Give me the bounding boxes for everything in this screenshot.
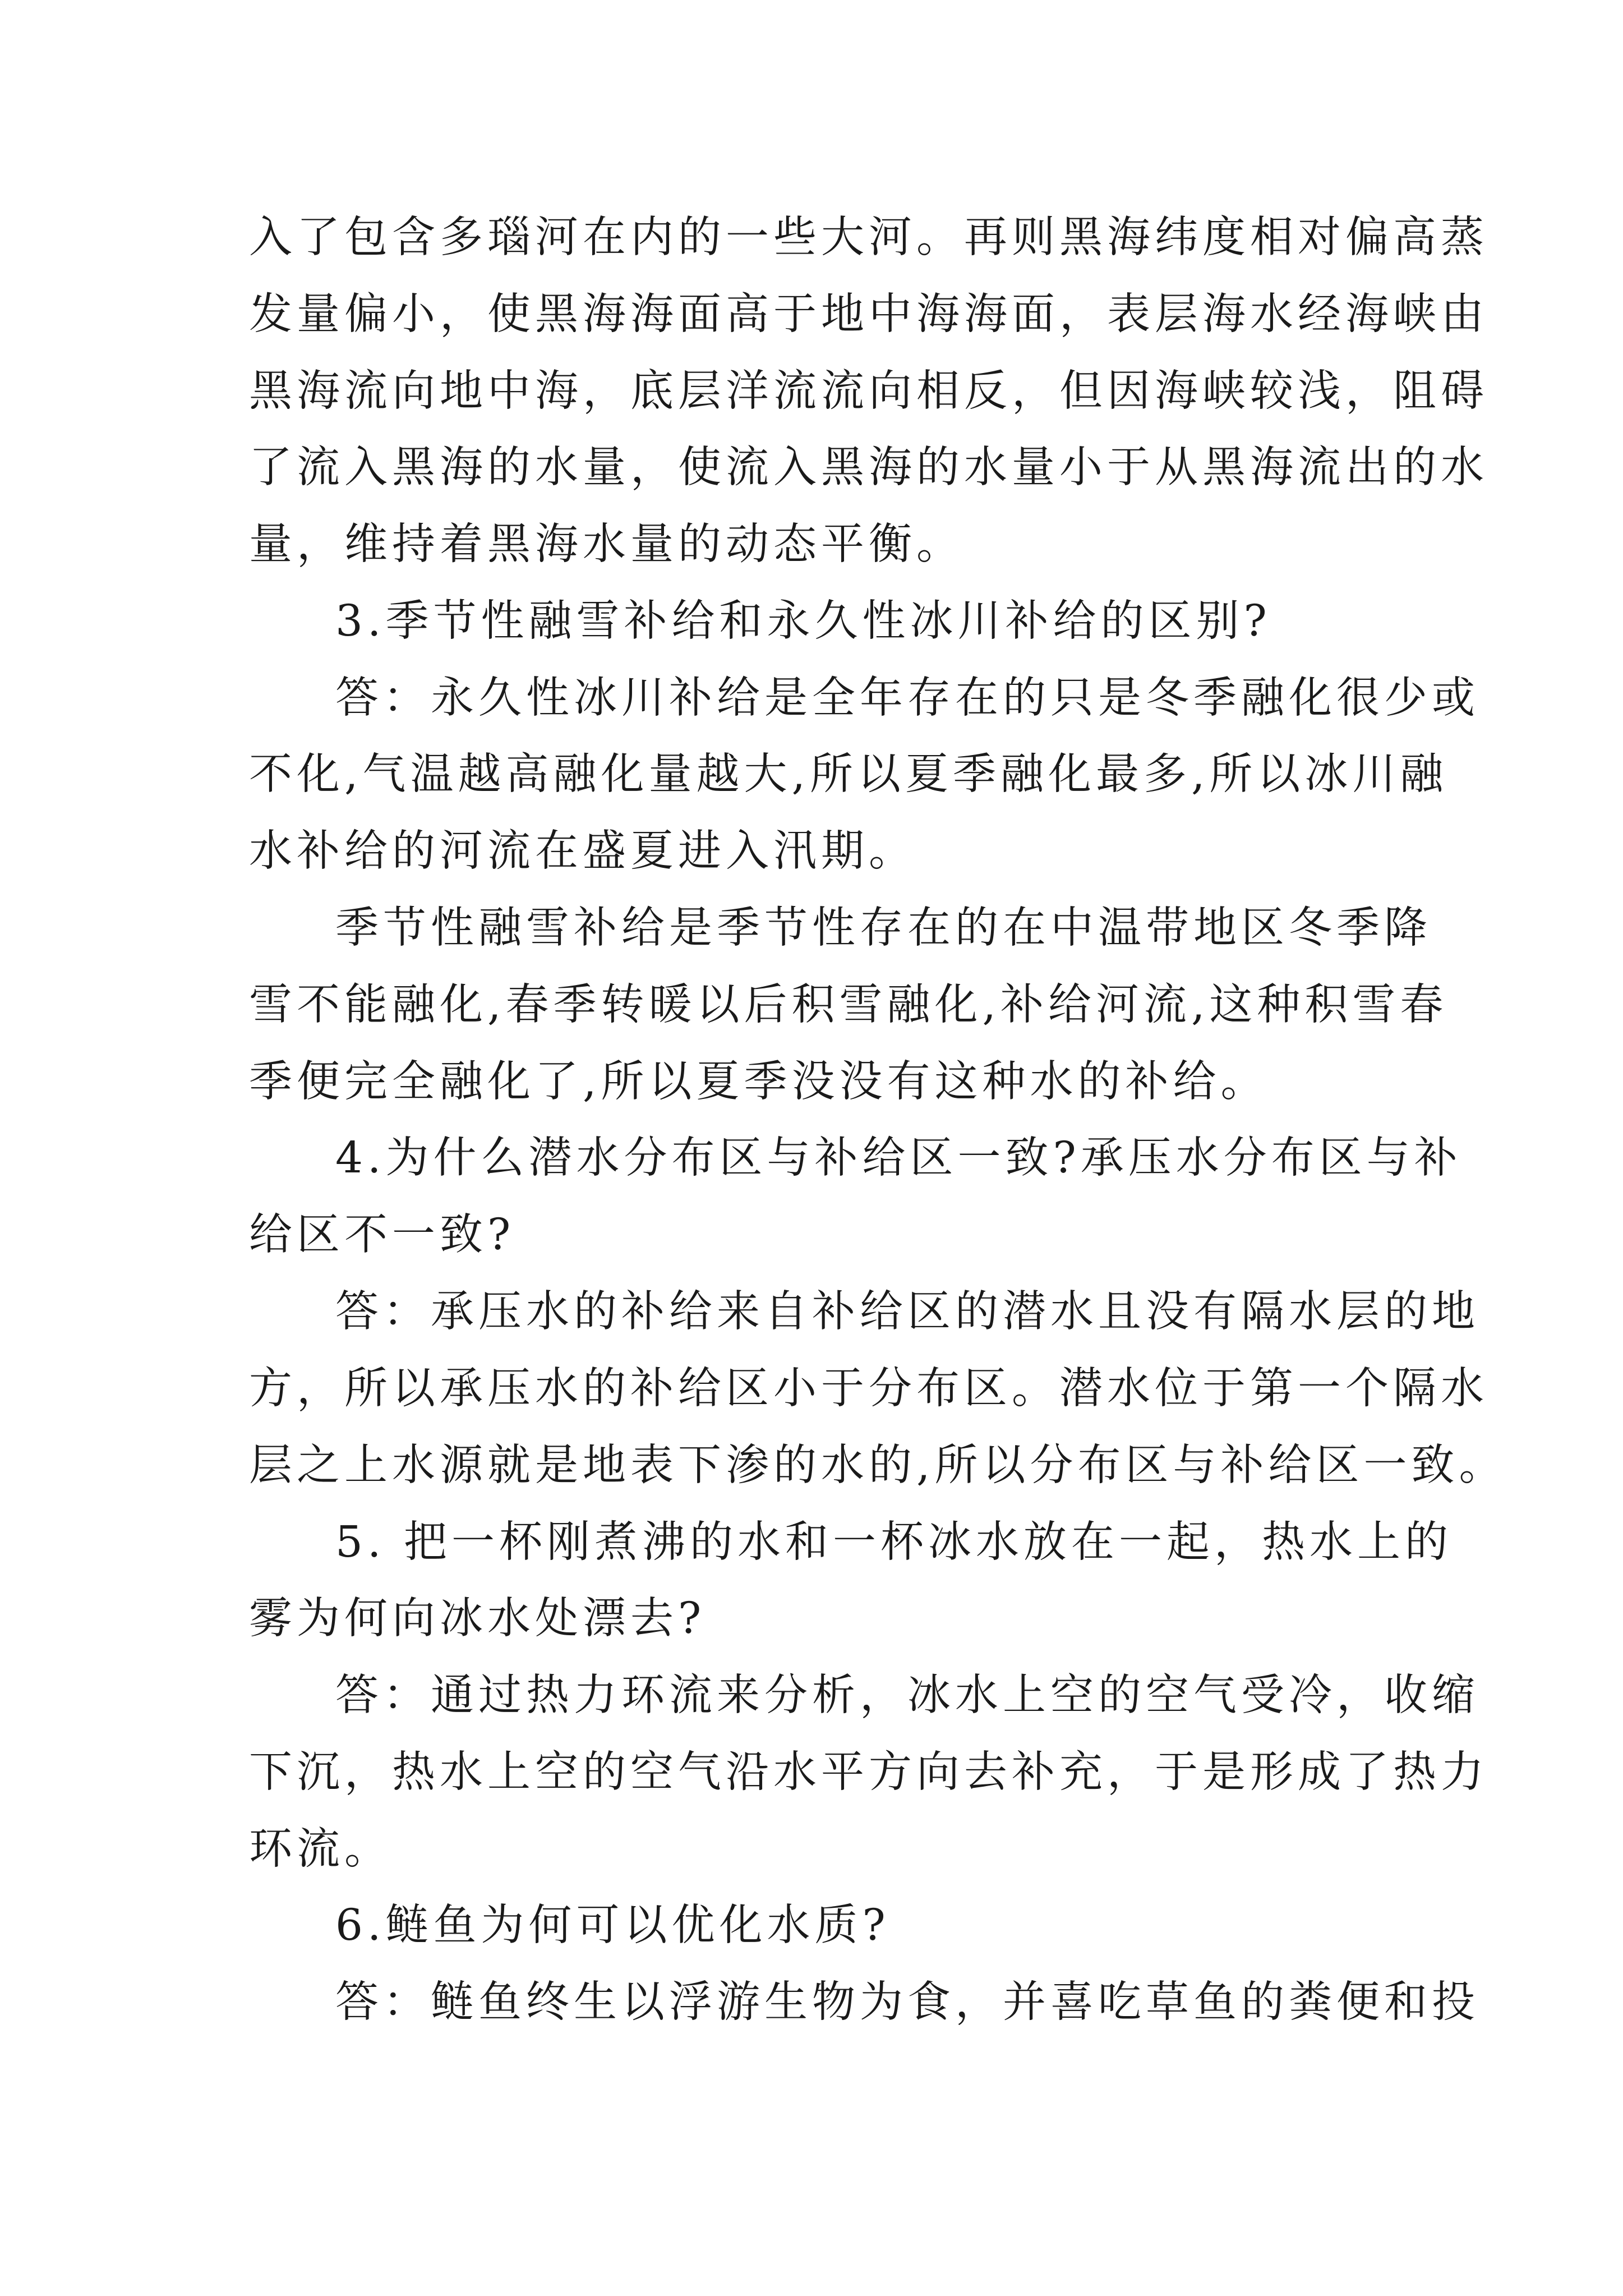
answer-3-line: 水补给的河流在盛夏进入汛期。: [249, 826, 916, 876]
question-3: 3.季节性融雪补给和永久性冰川补给的区别?: [335, 596, 1271, 646]
answer-4-line: 答：承压水的补给来自补给区的潜水且没有隔水层的地: [335, 1287, 1479, 1337]
paragraph-line: 了流入黑海的水量，使流入黑海的水量小于从黑海流出的水: [249, 443, 1488, 493]
answer-3-line: 不化,气温越高融化量越大,所以夏季融化最多,所以冰川融: [249, 749, 1448, 799]
answer-3-line: 答：永久性冰川补给是全年存在的只是冬季融化很少或: [335, 673, 1479, 723]
paragraph-line: 量，维持着黑海水量的动态平衡。: [249, 519, 964, 569]
question-4: 给区不一致?: [249, 1210, 515, 1260]
answer-6-line: 答：鲢鱼终生以浮游生物为食，并喜吃草鱼的粪便和投: [335, 1977, 1479, 2027]
answer-3-line: 季便完全融化了,所以夏季没没有这种水的补给。: [249, 1057, 1269, 1107]
question-6: 6.鲢鱼为何可以优化水质?: [335, 1901, 890, 1950]
answer-5-line: 答：通过热力环流来分析，冰水上空的空气受冷，收缩: [335, 1671, 1479, 1720]
paragraph-line: 入了包含多瑙河在内的一些大河。再则黑海纬度相对偏高蒸: [249, 213, 1488, 263]
answer-5-line: 环流。: [249, 1824, 392, 1874]
question-4: 4.为什么潜水分布区与补给区一致?承压水分布区与补: [335, 1133, 1462, 1183]
answer-3-line: 雪不能融化,春季转暖以后积雪融化,补给河流,这种积雪春: [249, 980, 1448, 1030]
answer-5-line: 下沉，热水上空的空气沿水平方向去补充，于是形成了热力: [249, 1747, 1488, 1797]
question-5: 雾为何向冰水处漂去?: [249, 1594, 706, 1644]
paragraph-line: 黑海流向地中海，底层洋流流向相反，但因海峡较浅，阻碍: [249, 366, 1488, 416]
answer-3-line: 季节性融雪补给是季节性存在的在中温带地区冬季降: [335, 903, 1432, 953]
question-5: 5. 把一杯刚煮沸的水和一杯冰水放在一起，热水上的: [335, 1517, 1453, 1567]
answer-4-line: 方，所以承压水的补给区小于分布区。潜水位于第一个隔水: [249, 1364, 1488, 1414]
paragraph-line: 发量偏小，使黑海海面高于地中海海面，表层海水经海峡由: [249, 289, 1488, 339]
answer-4-line: 层之上水源就是地表下渗的水的,所以分布区与补给区一致。: [249, 1441, 1507, 1490]
